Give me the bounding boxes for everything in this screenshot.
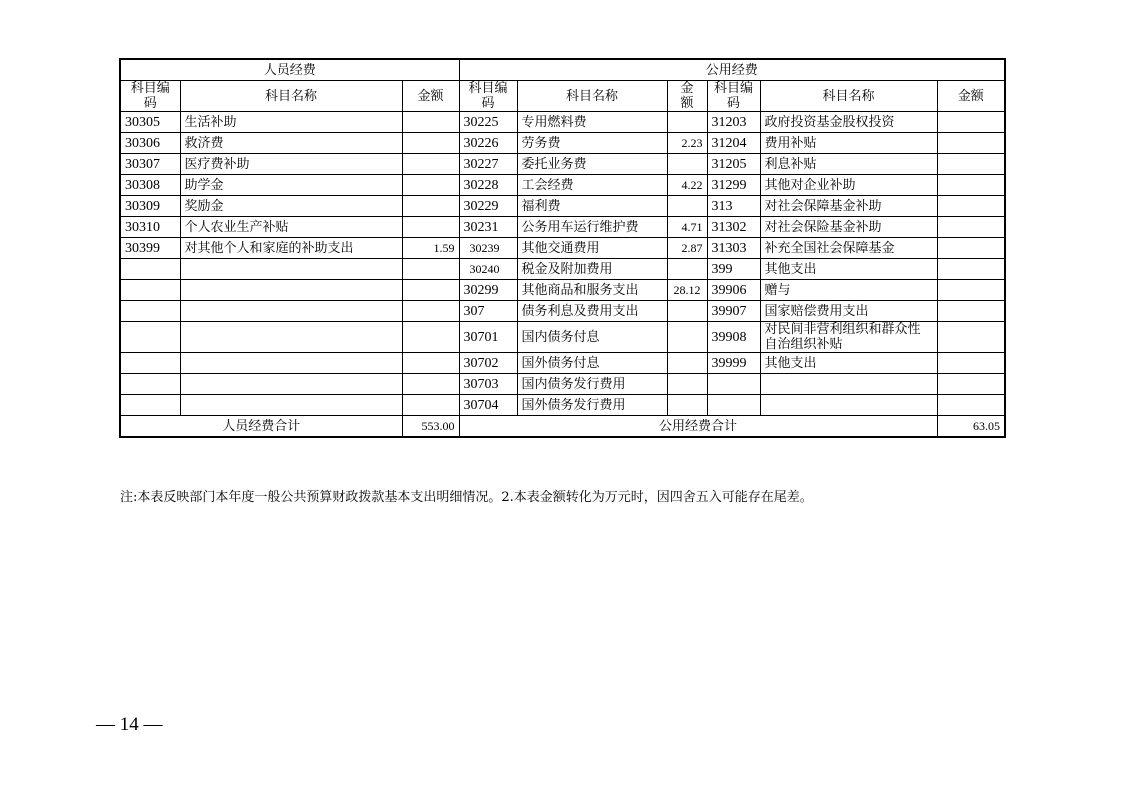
table-row (120, 133, 1005, 154)
code-cell: 39907 (707, 301, 760, 322)
code-cell: 30229 (459, 196, 517, 217)
col-amount-header: 金额 (667, 81, 707, 112)
table-note: 注:本表反映部门本年度一般公共预算财政拨款基本支出明细情况。2.本表金额转化为万元时，因四舍五入可能存在尾差。 (120, 490, 813, 505)
amount-cell (402, 196, 459, 217)
amount-cell (402, 374, 459, 395)
name-cell: 劳务费 (517, 133, 667, 154)
name-cell: 补充全国社会保障基金 (760, 238, 937, 259)
amount-cell (937, 301, 1005, 322)
table-row (120, 175, 1005, 196)
amount-cell (937, 238, 1005, 259)
amount-cell (402, 322, 459, 353)
name-cell: 福利费 (517, 196, 667, 217)
name-cell: 生活补助 (180, 112, 402, 133)
code-cell: 30305 (120, 112, 180, 133)
code-cell: 31303 (707, 238, 760, 259)
name-cell: 医疗费补助 (180, 154, 402, 175)
name-cell (180, 280, 402, 301)
table-row (120, 196, 1005, 217)
code-cell: 39908 (707, 322, 760, 353)
name-cell: 公务用车运行维护费 (517, 217, 667, 238)
code-cell: 30225 (459, 112, 517, 133)
name-cell: 助学金 (180, 175, 402, 196)
col-amount-header: 金额 (937, 81, 1005, 112)
code-cell: 31205 (707, 154, 760, 175)
code-cell: 30310 (120, 217, 180, 238)
name-cell: 政府投资基金股权投资 (760, 112, 937, 133)
name-cell: 个人农业生产补贴 (180, 217, 402, 238)
code-cell: 30299 (459, 280, 517, 301)
amount-cell (402, 112, 459, 133)
code-cell: 313 (707, 196, 760, 217)
code-cell (707, 374, 760, 395)
personnel-total-amount: 553.00 (402, 416, 459, 438)
amount-cell (402, 395, 459, 416)
amount-cell (937, 133, 1005, 154)
col-name-header: 科目名称 (517, 81, 667, 112)
col-code-header: 科目编码 (459, 81, 517, 112)
amount-cell (402, 353, 459, 374)
amount-cell (937, 196, 1005, 217)
code-cell: 39906 (707, 280, 760, 301)
amount-cell (937, 175, 1005, 196)
name-cell: 利息补贴 (760, 154, 937, 175)
table-row (120, 217, 1005, 238)
name-cell: 国内债务发行费用 (517, 374, 667, 395)
table-row (120, 238, 1005, 259)
code-cell: 30307 (120, 154, 180, 175)
amount-cell (667, 322, 707, 353)
amount-cell (937, 112, 1005, 133)
name-cell (180, 353, 402, 374)
amount-cell (667, 259, 707, 280)
amount-cell (937, 259, 1005, 280)
amount-cell (667, 301, 707, 322)
totals-row (120, 416, 1005, 438)
amount-cell (937, 154, 1005, 175)
amount-cell: 28.12 (667, 280, 707, 301)
name-cell: 专用燃料费 (517, 112, 667, 133)
code-cell: 31203 (707, 112, 760, 133)
public-header: 公用经费 (459, 59, 1005, 81)
code-cell: 307 (459, 301, 517, 322)
name-cell: 委托业务费 (517, 154, 667, 175)
name-cell: 工会经费 (517, 175, 667, 196)
name-cell: 对民间非营利组织和群众性自治组织补贴 (760, 322, 937, 353)
name-cell: 国外债务付息 (517, 353, 667, 374)
name-cell (180, 259, 402, 280)
code-cell: 30701 (459, 322, 517, 353)
amount-cell: 1.59 (402, 238, 459, 259)
table-row (120, 301, 1005, 322)
name-cell: 其他商品和服务支出 (517, 280, 667, 301)
code-cell: 31302 (707, 217, 760, 238)
name-cell: 其他支出 (760, 353, 937, 374)
table-row (120, 259, 1005, 280)
amount-cell (667, 374, 707, 395)
amount-cell (667, 112, 707, 133)
code-cell: 30703 (459, 374, 517, 395)
amount-cell (667, 395, 707, 416)
name-cell: 奖励金 (180, 196, 402, 217)
amount-cell (402, 217, 459, 238)
code-cell: 30240 (459, 259, 517, 280)
code-cell: 30227 (459, 154, 517, 175)
table-row (120, 322, 1005, 353)
code-cell: 399 (707, 259, 760, 280)
table-row (120, 112, 1005, 133)
code-cell (120, 280, 180, 301)
budget-detail-table (119, 58, 1006, 438)
name-cell: 费用补贴 (760, 133, 937, 154)
public-total-amount: 63.05 (937, 416, 1005, 438)
code-cell (120, 395, 180, 416)
name-cell (180, 322, 402, 353)
amount-cell (667, 353, 707, 374)
amount-cell: 4.71 (667, 217, 707, 238)
code-cell: 30306 (120, 133, 180, 154)
code-cell: 30226 (459, 133, 517, 154)
name-cell (180, 374, 402, 395)
name-cell: 国家赔偿费用支出 (760, 301, 937, 322)
code-cell: 31299 (707, 175, 760, 196)
name-cell: 国外债务发行费用 (517, 395, 667, 416)
code-cell: 30239 (459, 238, 517, 259)
public-total-label: 公用经费合计 (459, 416, 937, 438)
table-row (120, 395, 1005, 416)
name-cell: 税金及附加费用 (517, 259, 667, 280)
table-row (120, 280, 1005, 301)
code-cell (120, 353, 180, 374)
code-cell (120, 259, 180, 280)
amount-cell: 2.87 (667, 238, 707, 259)
amount-cell (402, 301, 459, 322)
name-cell: 其他交通费用 (517, 238, 667, 259)
name-cell: 债务利息及费用支出 (517, 301, 667, 322)
code-cell (707, 395, 760, 416)
name-cell: 赠与 (760, 280, 937, 301)
personnel-total-label: 人员经费合计 (120, 416, 402, 438)
code-cell: 30702 (459, 353, 517, 374)
name-cell (180, 301, 402, 322)
name-cell (760, 374, 937, 395)
name-cell: 其他对企业补助 (760, 175, 937, 196)
amount-cell (402, 154, 459, 175)
name-cell: 救济费 (180, 133, 402, 154)
col-name-header: 科目名称 (760, 81, 937, 112)
amount-cell (937, 322, 1005, 353)
name-cell (180, 395, 402, 416)
amount-cell (937, 217, 1005, 238)
amount-cell (937, 395, 1005, 416)
amount-cell (937, 374, 1005, 395)
code-cell (120, 322, 180, 353)
table-row (120, 353, 1005, 374)
personnel-header: 人员经费 (120, 59, 459, 81)
amount-cell (402, 280, 459, 301)
amount-cell (402, 133, 459, 154)
code-cell (120, 301, 180, 322)
name-cell: 对社会保障基金补助 (760, 196, 937, 217)
amount-cell (667, 196, 707, 217)
col-amount-header: 金额 (402, 81, 459, 112)
col-name-header: 科目名称 (180, 81, 402, 112)
page-number: — 14 — (96, 714, 163, 735)
col-code-header: 科目编码 (707, 81, 760, 112)
name-cell: 对其他个人和家庭的补助支出 (180, 238, 402, 259)
code-cell: 31204 (707, 133, 760, 154)
code-cell: 30704 (459, 395, 517, 416)
code-cell: 30231 (459, 217, 517, 238)
amount-cell (402, 175, 459, 196)
code-cell: 30309 (120, 196, 180, 217)
name-cell: 国内债务付息 (517, 322, 667, 353)
amount-cell: 2.23 (667, 133, 707, 154)
code-cell (120, 374, 180, 395)
table-row (120, 374, 1005, 395)
code-cell: 30228 (459, 175, 517, 196)
name-cell (760, 395, 937, 416)
amount-cell (667, 154, 707, 175)
table-row (120, 154, 1005, 175)
code-cell: 30399 (120, 238, 180, 259)
name-cell: 对社会保险基金补助 (760, 217, 937, 238)
amount-cell (937, 353, 1005, 374)
code-cell: 30308 (120, 175, 180, 196)
col-code-header: 科目编码 (120, 81, 180, 112)
amount-cell (402, 259, 459, 280)
amount-cell: 4.22 (667, 175, 707, 196)
code-cell: 39999 (707, 353, 760, 374)
name-cell: 其他支出 (760, 259, 937, 280)
amount-cell (937, 280, 1005, 301)
